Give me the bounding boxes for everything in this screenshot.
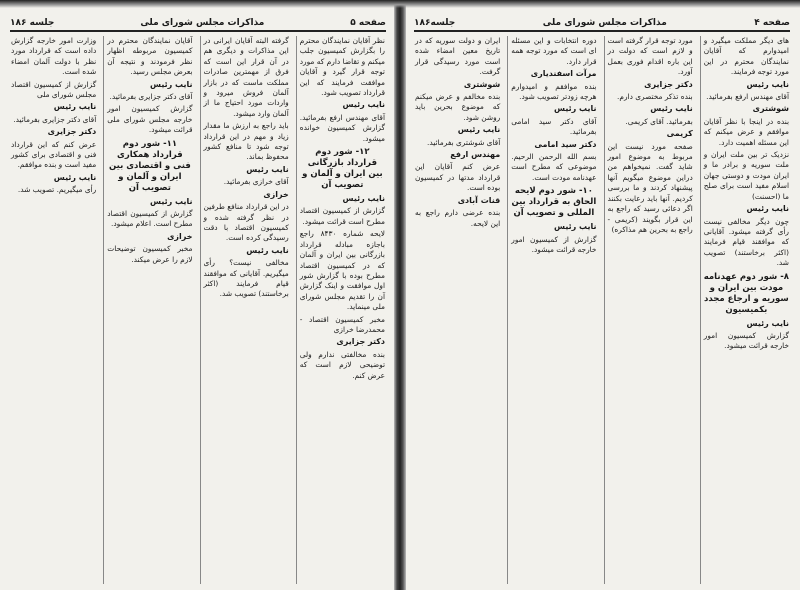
text-column — [8, 36, 99, 584]
paragraph: گزارش کمیسیون امور خارجه قرائت میشود. — [703, 330, 789, 351]
text-column — [507, 36, 599, 584]
paragraph: مورد توجه قرار گرفته است و لازم است که دولت در این باره اقدام فوری بعمل آورد. — [607, 36, 693, 77]
speaker-name: کریمی — [666, 129, 693, 139]
speaker-name: نایب رئیس — [650, 104, 693, 114]
speaker-name: دکتر جزایری — [47, 127, 97, 137]
section-heading: ۱۰- شور دوم لایحه الحاق به قرارداد بین المللی و تصویب آن — [511, 186, 597, 219]
paragraph: آقای خرازی بفرمائید. — [223, 177, 289, 187]
text-column — [700, 36, 792, 584]
speaker-name: نایب رئیس — [457, 125, 501, 135]
speaker-name: شوشتری — [463, 79, 501, 89]
speaker-name: خرازی — [167, 231, 193, 241]
section-heading: ۱۱- شور دوم قرارداد همکاری فنی و اقتصادی بین ایران و آلمان و تصویب آن — [108, 138, 191, 193]
speaker-name: نایب رئیس — [746, 204, 789, 214]
paragraph: بسم الله الرحمن الرحیم. موضوعی که مطرح است عهدنامه مودت است. — [511, 152, 597, 182]
speaker-name: نایب رئیس — [342, 194, 385, 204]
page-number: صفحه ۵ — [350, 18, 386, 28]
columns — [8, 36, 388, 584]
paragraph: آقای مهندس ارفع بفرمائید. گزارش کمیسیون خوانده میشود. — [299, 112, 385, 143]
text-column — [604, 36, 696, 584]
paragraph: باید راجع به ارزش ما مقدار زیاد و مهم در این قرارداد توجه شود تا منافع کشور محفوظ بماند. — [203, 121, 289, 162]
paragraph: چون دیگر مخالفی نیست رأی گرفته میشود. آقایانی که موافقند قیام فرمایند (اکثر برخاستند) تصویب شد. — [703, 216, 789, 268]
columns — [412, 36, 792, 584]
paragraph: بنده تذکر مختصری دارم. — [617, 92, 693, 102]
paragraph: بنده موافقم و امیدوارم هرچه زودتر تصویب شود. — [511, 81, 597, 102]
paragraph: وزارت امور خارجه گزارش داده است که قرارداد مورد نظر با دولت آلمان امضاء شده است. — [11, 36, 97, 77]
paragraph: ایران و دولت سوریه که در تاریخ معین امضاء شده است مورد رسیدگی قرار گرفت. — [415, 36, 501, 77]
section-heading: ۸- شور دوم عهدنامه مودت بین ایران و سوریه و ارجاع مجدد بکمیسیون — [703, 271, 789, 315]
text-column — [412, 36, 503, 584]
text-column — [296, 36, 388, 584]
paragraph: آقای مهندس ارفع بفرمائید. — [706, 92, 789, 102]
paragraph: صفحه مورد نیست این مربوط به موضوع امور شاید گفت. نمیخواهم من دراین موضوع میگویم آنها پیشنهاد کردند و ما بررسی کردیم. آنها باید رعایت بکنند اگر دعائی رسید که راجع به این قرار بگویند (کریمی - راجع به بحرین هم مذاکره) — [607, 141, 693, 234]
paragraph: در این قرارداد منافع طرفین در نظر گرفته شده و کمیسیون اقتصاد با دقت رسیدگی کرده است. — [203, 202, 289, 243]
paragraph: مخبر کمیسیون اقتصاد - محمدرضا خرازی — [299, 314, 385, 334]
paragraph: آقایان نمایندگان محترم در کمیسیون مربوطه اظهار نظر فرمودند و نتیجه آن بعرض مجلس رسید. — [107, 36, 193, 77]
page-header — [10, 18, 386, 32]
paragraph: مخالفی نیست؟ رأی میگیریم. آقایانی که موافقند قیام فرمایند (اکثر برخاستند) تصویب شد. — [203, 258, 289, 299]
session-number: جلسه۱۸۶ — [414, 18, 456, 28]
paragraph: گزارش از کمیسیون امور خارجه قرائت میشود. — [511, 234, 597, 255]
session-number: جلسه ۱۸۶ — [10, 18, 55, 28]
speaker-name: مهندس ارفع — [450, 150, 501, 160]
text-column — [103, 36, 195, 584]
speaker-name: شوشتری — [752, 104, 789, 114]
scan-edge-shadow — [0, 0, 800, 8]
speaker-name: مرآت اسفندیاری — [530, 69, 597, 79]
paragraph: آقای دکتر جزایری بفرمائید. — [109, 92, 193, 102]
paragraph: لایحه شماره ۸۴۳۰ راجع باجازه مبادله قرارداد بازرگانی بین ایران و آلمان که در کمیسیون اقتصاد مطرح بوده با گزارش شور اول موافقت و اینک گزارش آن را تقدیم مجلس شورای ملی مینماید. — [299, 229, 385, 312]
paragraph: آقای دکتر سید امامی بفرمائید. — [511, 116, 597, 137]
page-header — [414, 18, 790, 32]
paragraph: بنده عرضی دارم راجع به این لایحه. — [415, 208, 501, 228]
speaker-name: نایب رئیس — [342, 100, 385, 110]
speaker-name: نایب رئیس — [150, 196, 193, 206]
paragraph: بنده مخالفتی ندارم ولی توضیحی لازم است که عرض کنم. — [299, 349, 385, 380]
speaker-name: نایب رئیس — [246, 245, 289, 255]
speaker-name: نایب رئیس — [246, 164, 289, 174]
paragraph: گزارش کمیسیون امور خارجه مجلس شورای ملی قرائت میشود. — [107, 104, 193, 135]
paragraph: گرفته البته آقایان ایرانی در این مذاکرات و دیگری هم در آن قرار این است که فرق از مهمترین صادرات مملکت ماست که در بازار آلمان فروش میرود و واردات مورد احتیاج ما از آلمان وارد میشود. — [203, 36, 289, 118]
speaker-name: نایب رئیس — [746, 318, 789, 328]
speaker-name: نایب رئیس — [746, 79, 789, 89]
page-number: صفحه ۴ — [754, 18, 790, 28]
paragraph: گزارش از کمیسیون اقتصاد مجلس شورای ملی — [11, 79, 97, 100]
running-title: مذاکرات مجلس شورای ملی — [140, 18, 265, 28]
paragraph: آقای شوشتری بفرمائید. — [427, 137, 501, 147]
paragraph: مخبر کمیسیون توضیحات لازم را عرض میکند. — [107, 244, 193, 264]
paragraph: عرض کنم آقایان این قرارداد مدتها در کمیسیون بوده است. — [415, 162, 501, 193]
paragraph: گزارش از کمیسیون اقتصاد مطرح است. اعلام میشود. — [107, 209, 193, 229]
speaker-name: دکتر سید امامی — [534, 139, 597, 149]
speaker-name: خرازی — [263, 189, 289, 199]
paragraph: بنده مخالفم و عرض میکنم که موضوع بحرین باید روشن شود. — [415, 92, 501, 122]
paragraph: بنده در اینجا با نظر آقایان موافقم و عرض میکنم که این مسئله اهمیت دارد. — [703, 116, 789, 147]
paragraph: گزارش از کمیسیون اقتصاد مطرح است قرائت میشود. — [299, 206, 385, 226]
left-page — [0, 0, 396, 590]
paragraph: دوره انتخابات و این مسئله ای است که مورد توجه همه قرار دارد. — [511, 36, 597, 66]
right-page — [404, 0, 800, 590]
paragraph: رأی میگیریم. تصویب شد. — [17, 185, 97, 195]
speaker-name: دکتر جزایری — [644, 79, 693, 89]
text-column — [200, 36, 292, 584]
paragraph: آقای دکتر جزایری بفرمائید. — [13, 114, 97, 124]
paragraph: بفرمائید. آقای کریمی. — [625, 116, 693, 126]
paragraph: نظر آقایان نمایندگان محترم را بگزارش کمیسیون جلب میکنم و تقاضا دارم که مورد توجه قرار گیرد و آقایان موافقت فرمایند که این قرارداد تصویب شود. — [299, 36, 385, 98]
speaker-name: دکتر جزایری — [336, 337, 385, 347]
paragraph: عرض کنم که این قرارداد فنی و اقتصادی برای کشور مفید است و بنده موافقم. — [11, 139, 97, 170]
book-gutter — [394, 0, 406, 590]
speaker-name: نایب رئیس — [53, 172, 97, 182]
speaker-name: قنات آبادی — [457, 195, 501, 205]
speaker-name: نایب رئیس — [150, 79, 193, 89]
paragraph: های دیگر مملکت میگیرد و امیدوارم که آقایان نمایندگان محترم در این مورد توجه فرمایند. — [703, 36, 789, 77]
speaker-name: نایب رئیس — [554, 104, 597, 114]
section-heading: ۱۲- شور دوم قرارداد بازرگانی بین ایران و آلمان و تصویب آن — [302, 147, 383, 191]
paragraph: نزدیک تر بین ملت ایران و ملت سوریه و برادر ما و ایران مودت و دوستی جهان اسلام مفید است برای صلح ما (احسنت) — [703, 150, 789, 201]
speaker-name: نایب رئیس — [554, 222, 597, 232]
running-title: مذاکرات مجلس شورای ملی — [542, 18, 667, 28]
speaker-name: نایب رئیس — [53, 102, 97, 112]
